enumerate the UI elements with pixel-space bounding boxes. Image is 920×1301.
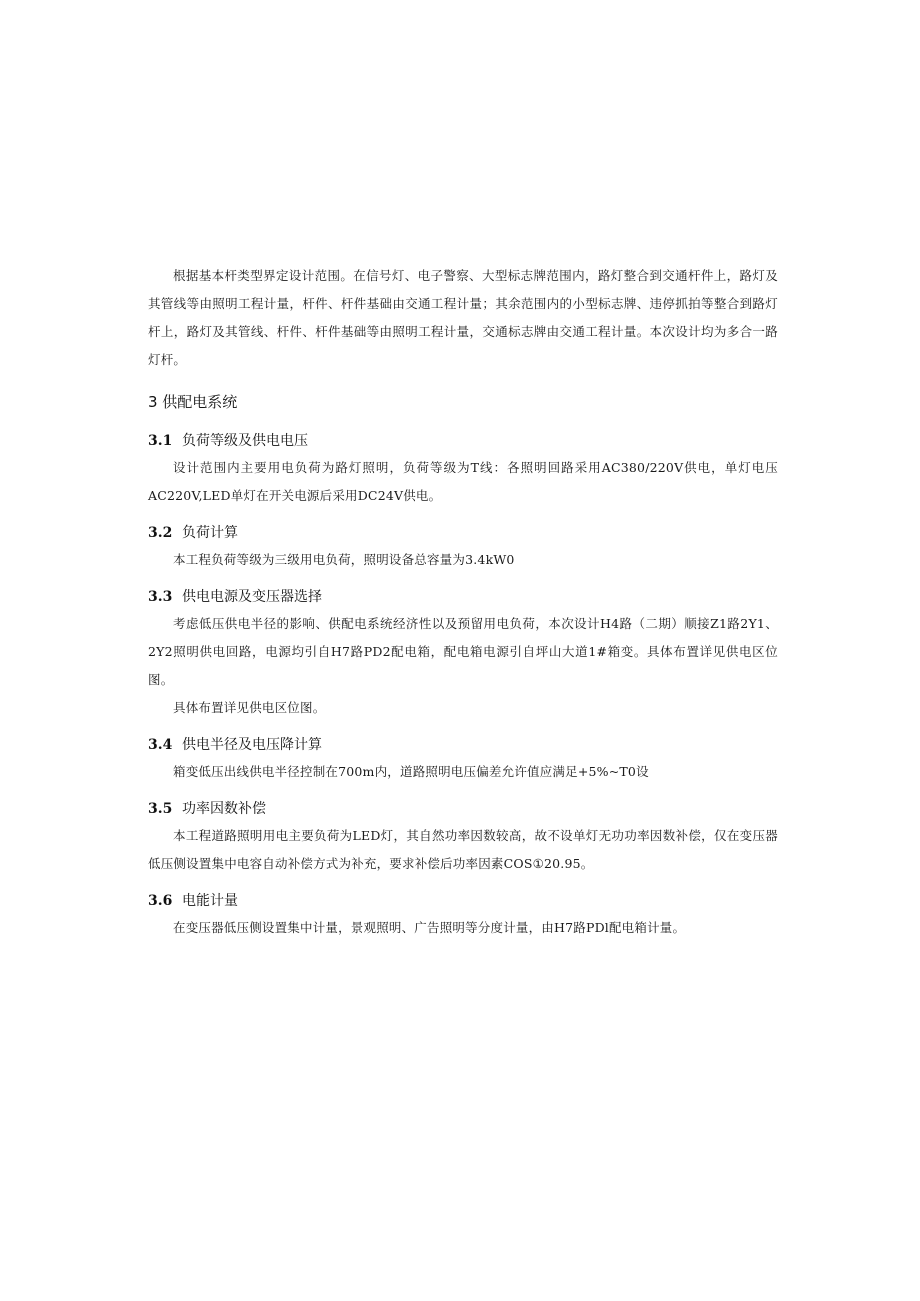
section-title: 供电电源及变压器选择 — [182, 589, 322, 605]
section-number: 3.3 — [148, 589, 173, 605]
section-heading-3-1 — [148, 430, 778, 452]
document-page — [148, 262, 778, 942]
section-title: 电能计量 — [182, 893, 238, 909]
section-heading-3-3 — [148, 586, 778, 608]
section-paragraph: 设计范围内主要用电负荷为路灯照明，负荷等级为T线：各照明回路采用AC380/220V供电，单灯电压AC220V,LED单灯在开关电源后采用DC24V供电。 — [148, 460, 778, 503]
section-heading-3-2 — [148, 522, 778, 544]
section-title: 负荷等级及供电电压 — [182, 433, 308, 449]
section-title: 负荷计算 — [182, 525, 238, 541]
chapter-title: 3 供配电系统 — [148, 393, 238, 411]
section-number: 3.4 — [148, 737, 173, 753]
section-title: 供电半径及电压降计算 — [182, 737, 322, 753]
section-number: 3.5 — [148, 801, 173, 817]
section-paragraph: 具体布置详见供电区位图。 — [173, 700, 326, 715]
section-title: 功率因数补偿 — [182, 801, 266, 817]
section-heading-3-5 — [148, 798, 778, 820]
intro-paragraph: 根据基本杆类型界定设计范围。在信号灯、电子警察、大型标志牌范围内，路灯整合到交通杆件上，路灯及其管线等由照明工程计量，杆件、杆件基础由交通工程计量；其余范围内的小型标志牌、违停抓拍等整合到路灯杆上，路灯及其管线、杆件、杆件基础等由照明工程计量，交通标志牌由交通工程计量。本次设计均为多合一路灯杆。 — [148, 268, 778, 367]
section-paragraph: 在变压器低压侧设置集中计量，景观照明、广告照明等分度计量，由H7路PDl配电箱计量。 — [173, 920, 686, 935]
section-heading-3-6 — [148, 890, 778, 912]
section-heading-3-4 — [148, 734, 778, 756]
section-number: 3.2 — [148, 525, 173, 541]
section-number: 3.6 — [148, 893, 173, 909]
section-paragraph: 本工程负荷等级为三级用电负荷，照明设备总容量为3.4kW0 — [173, 552, 515, 567]
section-paragraph: 考虑低压供电半径的影响、供配电系统经济性以及预留用电负荷，本次设计H4路（二期）顺接Z1路2Y1、2Y2照明供电回路，电源均引自H7路PD2配电箱，配电箱电源引自坪山大道1#箱变。具体布置详见供电区位图。 — [148, 616, 778, 687]
section-paragraph: 本工程道路照明用电主要负荷为LED灯，其自然功率因数较高，故不设单灯无功功率因数补偿，仅在变压器低压侧设置集中电容自动补偿方式为补充，要求补偿后功率因素COS①20.95。 — [148, 828, 778, 871]
section-number: 3.1 — [148, 433, 173, 449]
section-paragraph: 箱变低压出线供电半径控制在700m内，道路照明电压偏差允许值应满足+5%~T0设 — [173, 764, 649, 779]
